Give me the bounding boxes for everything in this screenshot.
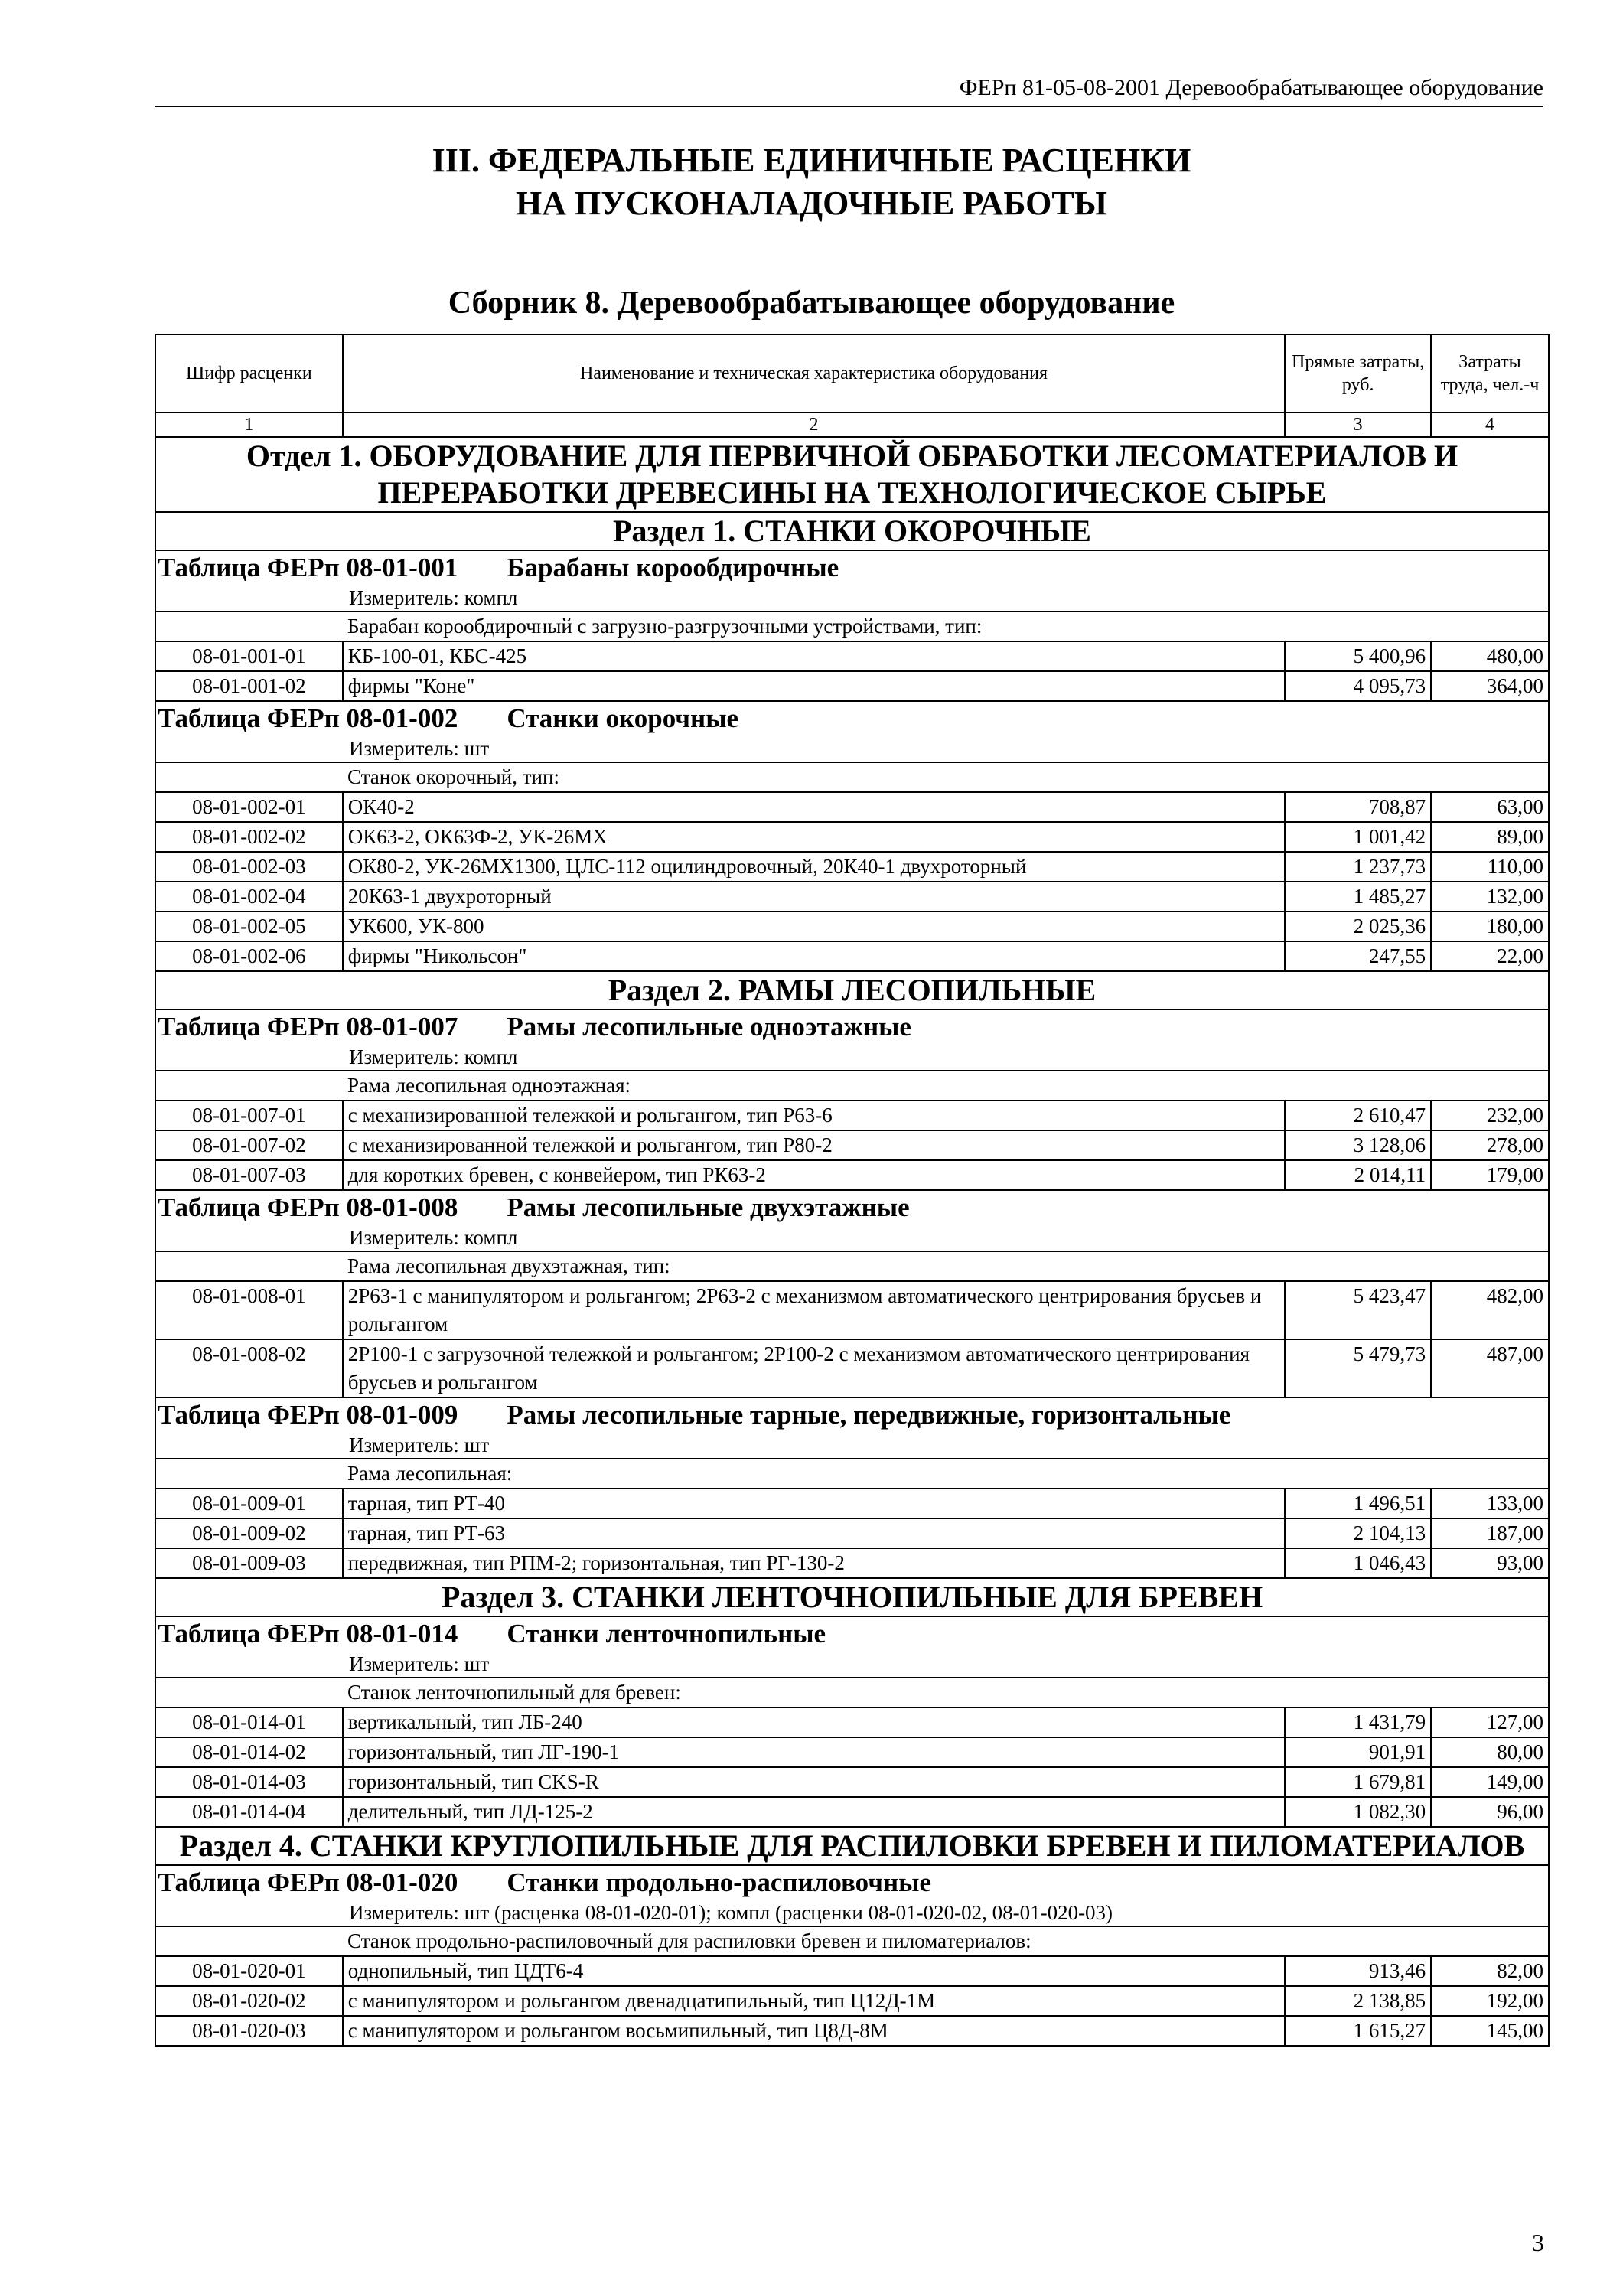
measure-unit: Измеритель: шт bbox=[349, 1652, 490, 1675]
direct-cost: 1 001,42 bbox=[1285, 822, 1431, 852]
section-heading-row bbox=[155, 971, 1549, 1009]
table-title bbox=[158, 1010, 1546, 1044]
column-number-row bbox=[155, 413, 1549, 437]
group-description: Станок продольно-распиловочный для распиловки бревен и пиломатериалов: bbox=[155, 1926, 1549, 1956]
col-number: 2 bbox=[343, 413, 1285, 437]
direct-cost: 2 025,36 bbox=[1285, 912, 1431, 941]
direct-cost: 5 400,96 bbox=[1285, 641, 1431, 671]
group-description: Рама лесопильная одноэтажная: bbox=[155, 1071, 1549, 1101]
table-title bbox=[158, 1191, 1546, 1225]
rate-code: 08-01-001-01 bbox=[155, 641, 343, 671]
rate-code: 08-01-002-03 bbox=[155, 852, 343, 882]
group-description: Барабан корообдирочный с загрузно-разгрузочными устройствами, тип: bbox=[155, 612, 1549, 641]
labor-cost: 192,00 bbox=[1431, 1986, 1549, 2016]
group-description-row bbox=[155, 1678, 1549, 1707]
measure-unit: Измеритель: компл bbox=[349, 1045, 518, 1068]
direct-cost: 1 485,27 bbox=[1285, 882, 1431, 912]
direct-cost: 3 128,06 bbox=[1285, 1130, 1431, 1160]
direct-cost: 1 046,43 bbox=[1285, 1548, 1431, 1578]
running-header: ФЕРп 81-05-08-2001 Деревообрабатывающее оборудование bbox=[155, 75, 1543, 107]
equipment-name: передвижная, тип РПМ-2; горизонтальная, тип РГ-130-2 bbox=[343, 1548, 1285, 1578]
table-title-row bbox=[155, 1616, 1549, 1678]
table-row bbox=[155, 882, 1549, 912]
labor-cost: 133,00 bbox=[1431, 1489, 1549, 1518]
direct-cost: 1 615,27 bbox=[1285, 2016, 1431, 2046]
equipment-name: ОК80-2, УК-26МХ1300, ЦЛС-112 оцилиндровочный, 20К40-1 двухроторный bbox=[343, 852, 1285, 882]
labor-cost: 110,00 bbox=[1431, 852, 1549, 882]
group-description-row bbox=[155, 762, 1549, 792]
measure-unit: Измеритель: шт bbox=[349, 1433, 490, 1456]
rate-code: 08-01-002-04 bbox=[155, 882, 343, 912]
table-title-cell bbox=[155, 1009, 1549, 1071]
col-header-labor: Затраты труда, чел.-ч bbox=[1431, 334, 1549, 413]
page-number: 3 bbox=[1532, 2229, 1544, 2256]
direct-cost: 913,46 bbox=[1285, 1956, 1431, 1986]
rate-code: 08-01-002-02 bbox=[155, 822, 343, 852]
rate-code: 08-01-008-02 bbox=[155, 1339, 343, 1397]
rate-code: 08-01-020-03 bbox=[155, 2016, 343, 2046]
labor-cost: 63,00 bbox=[1431, 792, 1549, 822]
rate-code: 08-01-009-03 bbox=[155, 1548, 343, 1578]
table-row bbox=[155, 1797, 1549, 1827]
direct-cost: 1 431,79 bbox=[1285, 1707, 1431, 1737]
labor-cost: 278,00 bbox=[1431, 1130, 1549, 1160]
section-heading: Раздел 1. СТАНКИ ОКОРОЧНЫЕ bbox=[155, 512, 1549, 550]
equipment-name: делительный, тип ЛД-125-2 bbox=[343, 1797, 1285, 1827]
table-title-row bbox=[155, 550, 1549, 612]
direct-cost: 5 423,47 bbox=[1285, 1281, 1431, 1339]
group-description: Рама лесопильная двухэтажная, тип: bbox=[155, 1251, 1549, 1281]
equipment-name: 2Р100-1 с загрузочной тележкой и рольгангом; 2Р100-2 с механизмом автоматического центрирования брусьев и рольгангом bbox=[343, 1339, 1285, 1397]
col-number: 1 bbox=[155, 413, 343, 437]
labor-cost: 127,00 bbox=[1431, 1707, 1549, 1737]
table-code: Таблица ФЕРп 08-01-020 bbox=[158, 1867, 458, 1897]
rate-code: 08-01-009-01 bbox=[155, 1489, 343, 1518]
table-title-row bbox=[155, 1397, 1549, 1459]
equipment-name: горизонтальный, тип ЛГ-190-1 bbox=[343, 1737, 1285, 1767]
rate-code: 08-01-002-01 bbox=[155, 792, 343, 822]
direct-cost: 2 138,85 bbox=[1285, 1986, 1431, 2016]
labor-cost: 96,00 bbox=[1431, 1797, 1549, 1827]
table-row bbox=[155, 1339, 1549, 1397]
table-row bbox=[155, 1548, 1549, 1578]
direct-cost: 2 104,13 bbox=[1285, 1518, 1431, 1548]
table-title-row bbox=[155, 1865, 1549, 1926]
table-row bbox=[155, 912, 1549, 941]
direct-cost: 2 610,47 bbox=[1285, 1101, 1431, 1130]
equipment-name: горизонтальный, тип CKS-R bbox=[343, 1767, 1285, 1797]
table-row bbox=[155, 641, 1549, 671]
table-header-row bbox=[155, 334, 1549, 413]
direct-cost: 1 679,81 bbox=[1285, 1767, 1431, 1797]
table-code: Таблица ФЕРп 08-01-009 bbox=[158, 1400, 458, 1430]
table-title-row bbox=[155, 1009, 1549, 1071]
table-title-cell bbox=[155, 1616, 1549, 1678]
rate-code: 08-01-002-05 bbox=[155, 912, 343, 941]
section-heading: Раздел 4. СТАНКИ КРУГЛОПИЛЬНЫЕ ДЛЯ РАСПИЛОВКИ БРЕВЕН И ПИЛОМАТЕРИАЛОВ bbox=[155, 1827, 1549, 1865]
equipment-name: с механизированной тележкой и рольгангом, тип Р63-6 bbox=[343, 1101, 1285, 1130]
table-row bbox=[155, 1160, 1549, 1190]
col-header-code: Шифр расценки bbox=[155, 334, 343, 413]
section-heading-row bbox=[155, 1827, 1549, 1865]
equipment-name: ОК63-2, ОК63Ф-2, УК-26МХ bbox=[343, 822, 1285, 852]
equipment-name: с манипулятором и рольгангом восьмипильный, тип Ц8Д-8М bbox=[343, 2016, 1285, 2046]
labor-cost: 132,00 bbox=[1431, 882, 1549, 912]
group-description-row bbox=[155, 1459, 1549, 1489]
table-row bbox=[155, 1518, 1549, 1548]
rate-code: 08-01-007-03 bbox=[155, 1160, 343, 1190]
direct-cost: 901,91 bbox=[1285, 1737, 1431, 1767]
section-heading-row bbox=[155, 512, 1549, 550]
title-line-2: НА ПУСКОНАЛАДОЧНЫЕ РАБОТЫ bbox=[516, 184, 1107, 222]
table-title bbox=[158, 551, 1546, 585]
table-row bbox=[155, 1281, 1549, 1339]
table-title bbox=[158, 1398, 1546, 1432]
rate-code: 08-01-014-03 bbox=[155, 1767, 343, 1797]
direct-cost: 708,87 bbox=[1285, 792, 1431, 822]
table-title-cell bbox=[155, 1397, 1549, 1459]
measure-unit: Измеритель: компл bbox=[349, 586, 518, 609]
table-code: Таблица ФЕРп 08-01-008 bbox=[158, 1192, 458, 1222]
labor-cost: 364,00 bbox=[1431, 671, 1549, 701]
group-description-row bbox=[155, 612, 1549, 641]
equipment-name: с механизированной тележкой и рольгангом, тип Р80-2 bbox=[343, 1130, 1285, 1160]
table-row bbox=[155, 1101, 1549, 1130]
table-row bbox=[155, 1130, 1549, 1160]
rate-code: 08-01-001-02 bbox=[155, 671, 343, 701]
labor-cost: 149,00 bbox=[1431, 1767, 1549, 1797]
table-name: Барабаны корообдирочные bbox=[507, 553, 839, 582]
equipment-name: 20К63-1 двухроторный bbox=[343, 882, 1285, 912]
table-name: Рамы лесопильные одноэтажные bbox=[507, 1012, 911, 1042]
rate-code: 08-01-014-04 bbox=[155, 1797, 343, 1827]
table-name: Рамы лесопильные тарные, передвижные, горизонтальные bbox=[507, 1400, 1231, 1430]
division-heading-row bbox=[155, 437, 1549, 512]
section-heading-row bbox=[155, 1578, 1549, 1616]
labor-cost: 80,00 bbox=[1431, 1737, 1549, 1767]
table-code: Таблица ФЕРп 08-01-001 bbox=[158, 553, 458, 582]
labor-cost: 487,00 bbox=[1431, 1339, 1549, 1397]
title-line-1: III. ФЕДЕРАЛЬНЫЕ ЕДИНИЧНЫЕ РАСЦЕНКИ bbox=[432, 142, 1191, 179]
measure-unit: Измеритель: компл bbox=[349, 1226, 518, 1249]
equipment-name: УК600, УК-800 bbox=[343, 912, 1285, 941]
rate-code: 08-01-009-02 bbox=[155, 1518, 343, 1548]
group-description-row bbox=[155, 1926, 1549, 1956]
rate-code: 08-01-007-02 bbox=[155, 1130, 343, 1160]
table-row bbox=[155, 1489, 1549, 1518]
equipment-name: 2Р63-1 с манипулятором и рольгангом; 2Р63-2 с механизмом автоматического центрирования брусьев и рольгангом bbox=[343, 1281, 1285, 1339]
rate-code: 08-01-002-06 bbox=[155, 941, 343, 971]
table-name: Рамы лесопильные двухэтажные bbox=[507, 1192, 910, 1222]
table-row bbox=[155, 671, 1549, 701]
direct-cost: 2 014,11 bbox=[1285, 1160, 1431, 1190]
rate-code: 08-01-014-02 bbox=[155, 1737, 343, 1767]
group-description-row bbox=[155, 1071, 1549, 1101]
labor-cost: 480,00 bbox=[1431, 641, 1549, 671]
measure-unit: Измеритель: шт bbox=[349, 737, 490, 760]
rate-code: 08-01-014-01 bbox=[155, 1707, 343, 1737]
col-header-cost: Прямые затраты, руб. bbox=[1285, 334, 1431, 413]
page-title bbox=[0, 139, 1623, 225]
rate-code: 08-01-007-01 bbox=[155, 1101, 343, 1130]
group-description: Станок ленточнопильный для бревен: bbox=[155, 1678, 1549, 1707]
table-title bbox=[158, 1866, 1546, 1900]
table-title-row bbox=[155, 701, 1549, 762]
collection-title: Сборник 8. Деревообрабатывающее оборудование bbox=[448, 285, 1175, 321]
group-description-row bbox=[155, 1251, 1549, 1281]
table-row bbox=[155, 1956, 1549, 1986]
direct-cost: 1 082,30 bbox=[1285, 1797, 1431, 1827]
table-title-cell bbox=[155, 1190, 1549, 1251]
table-row bbox=[155, 2016, 1549, 2046]
equipment-name: с манипулятором и рольгангом двенадцатипильный, тип Ц12Д-1М bbox=[343, 1986, 1285, 2016]
labor-cost: 179,00 bbox=[1431, 1160, 1549, 1190]
equipment-name: однопильный, тип ЦДТ6-4 bbox=[343, 1956, 1285, 1986]
direct-cost: 247,55 bbox=[1285, 941, 1431, 971]
table-row bbox=[155, 792, 1549, 822]
rate-code: 08-01-008-01 bbox=[155, 1281, 343, 1339]
labor-cost: 82,00 bbox=[1431, 1956, 1549, 1986]
col-number: 4 bbox=[1431, 413, 1549, 437]
table-title-cell bbox=[155, 701, 1549, 762]
direct-cost: 1 496,51 bbox=[1285, 1489, 1431, 1518]
table-title bbox=[158, 1617, 1546, 1651]
table-row bbox=[155, 1707, 1549, 1737]
table-title-cell bbox=[155, 1865, 1549, 1926]
direct-cost: 4 095,73 bbox=[1285, 671, 1431, 701]
table-title bbox=[158, 702, 1546, 735]
table-row bbox=[155, 852, 1549, 882]
table-row bbox=[155, 1737, 1549, 1767]
equipment-name: фирмы "Никольсон" bbox=[343, 941, 1285, 971]
equipment-name: тарная, тип РТ-40 bbox=[343, 1489, 1285, 1518]
table-row bbox=[155, 1986, 1549, 2016]
col-header-name: Наименование и техническая характеристика оборудования bbox=[343, 334, 1285, 413]
direct-cost: 5 479,73 bbox=[1285, 1339, 1431, 1397]
labor-cost: 89,00 bbox=[1431, 822, 1549, 852]
section-heading: Раздел 2. РАМЫ ЛЕСОПИЛЬНЫЕ bbox=[155, 971, 1549, 1009]
table-row bbox=[155, 941, 1549, 971]
labor-cost: 180,00 bbox=[1431, 912, 1549, 941]
table-row bbox=[155, 1767, 1549, 1797]
rate-code: 08-01-020-02 bbox=[155, 1986, 343, 2016]
group-description: Станок окорочный, тип: bbox=[155, 762, 1549, 792]
equipment-name: для коротких бревен, с конвейером, тип РК63-2 bbox=[343, 1160, 1285, 1190]
table-code: Таблица ФЕРп 08-01-007 bbox=[158, 1012, 458, 1042]
table-code: Таблица ФЕРп 08-01-014 bbox=[158, 1619, 458, 1649]
direct-cost: 1 237,73 bbox=[1285, 852, 1431, 882]
equipment-name: КБ-100-01, КБС-425 bbox=[343, 641, 1285, 671]
section-heading: Раздел 3. СТАНКИ ЛЕНТОЧНОПИЛЬНЫЕ ДЛЯ БРЕВЕН bbox=[155, 1578, 1549, 1616]
table-code: Таблица ФЕРп 08-01-002 bbox=[158, 703, 458, 733]
group-description: Рама лесопильная: bbox=[155, 1459, 1549, 1489]
table-name: Станки ленточнопильные bbox=[507, 1619, 826, 1649]
labor-cost: 232,00 bbox=[1431, 1101, 1549, 1130]
labor-cost: 22,00 bbox=[1431, 941, 1549, 971]
table-name: Станки продольно-распиловочные bbox=[507, 1867, 931, 1897]
division-heading: Отдел 1. ОБОРУДОВАНИЕ ДЛЯ ПЕРВИЧНОЙ ОБРАБОТКИ ЛЕСОМАТЕРИАЛОВ И ПЕРЕРАБОТКИ ДРЕВЕСИНЫ НА ТЕХНОЛОГИЧЕСКОЕ СЫРЬЕ bbox=[155, 437, 1549, 512]
rates-table bbox=[155, 334, 1550, 2047]
labor-cost: 482,00 bbox=[1431, 1281, 1549, 1339]
col-number: 3 bbox=[1285, 413, 1431, 437]
labor-cost: 187,00 bbox=[1431, 1518, 1549, 1548]
labor-cost: 93,00 bbox=[1431, 1548, 1549, 1578]
table-name: Станки окорочные bbox=[507, 703, 739, 733]
table-title-row bbox=[155, 1190, 1549, 1251]
measure-unit: Измеритель: шт (расценка 08-01-020-01); компл (расценки 08-01-020-02, 08-01-020-03) bbox=[349, 1901, 1113, 1924]
equipment-name: тарная, тип РТ-63 bbox=[343, 1518, 1285, 1548]
table-row bbox=[155, 822, 1549, 852]
labor-cost: 145,00 bbox=[1431, 2016, 1549, 2046]
table-title-cell bbox=[155, 550, 1549, 612]
equipment-name: вертикальный, тип ЛБ-240 bbox=[343, 1707, 1285, 1737]
equipment-name: ОК40-2 bbox=[343, 792, 1285, 822]
equipment-name: фирмы "Коне" bbox=[343, 671, 1285, 701]
rate-code: 08-01-020-01 bbox=[155, 1956, 343, 1986]
